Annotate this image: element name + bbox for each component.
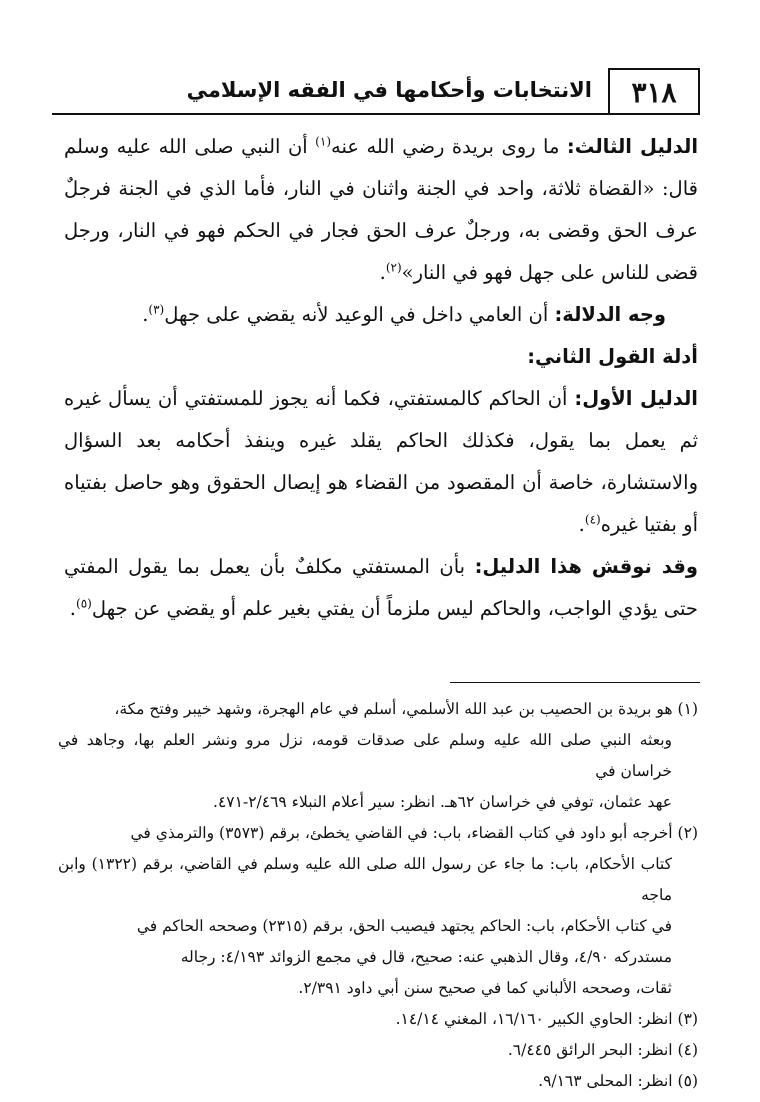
footnote-text: انظر: البحر الرائق ٦/٤٤٥. — [507, 1041, 673, 1059]
footnote-ref: (٣) — [148, 302, 165, 317]
paragraph-heading: وقد نوقش هذا الدليل: — [474, 555, 699, 578]
paragraph-first-evidence — [64, 378, 698, 546]
footnote-ref: (٥) — [76, 596, 92, 611]
footnote-line: كتاب الأحكام، باب: ما جاء عن رسول الله صلى الله عليه وسلم في القاضي، برقم (١٣٢٢) وابن ماجه — [58, 855, 672, 904]
paragraph-text: أن النبي صلى الله عليه وسلم قال: «القضاة ثلاثة، واحد في الجنة واثنان في النار، فأما الذي في الجنة فرجلٌ عرف الحق وقضى به، ورجلٌ عرف الحق فجار في الحكم فهو في النار، ورجل قضى للناس على جهل فهو في النار» — [64, 135, 698, 284]
footnote-ref: (٤) — [584, 512, 601, 527]
paragraph-text: بأن المستفتي مكلفٌ بأن يعمل بما يقول المفتي حتى يؤدي الواجب، والحاكم ليس ملزماً أن يفتي بغير علم أو يقضي عن جهل — [64, 555, 698, 620]
footnote-line — [58, 694, 698, 725]
page-number: ٣١٨ — [608, 68, 700, 114]
footnote-number: (٥) — [677, 1072, 698, 1090]
footnote-number: (٣) — [677, 1010, 698, 1028]
punctuation: . — [578, 513, 585, 536]
paragraph-heading: وجه الدلالة: — [554, 303, 666, 326]
paragraph-discussion — [64, 546, 698, 630]
footnote-ref: (٢) — [385, 260, 402, 275]
footnote-line: في كتاب الأحكام، باب: الحاكم يجتهد فيصيب الحق، برقم (٢٣١٥) وصححه الحاكم في — [136, 917, 672, 935]
footnote-line: مستدركه ٤/٩٠، وقال الذهبي عنه: صحيح، قال في مجمع الزوائد ٤/١٩٣: رجاله — [180, 948, 672, 966]
section-heading-text: أدلة القول الثاني: — [527, 345, 698, 368]
footnote-text: انظر: المحلى ٩/١٦٣. — [538, 1072, 673, 1090]
footnote-ref: (١) — [315, 134, 331, 149]
paragraph-text: ما روى بريدة رضي الله عنه — [331, 135, 567, 158]
running-title: الانتخابات وأحكامها في الفقه الإسلامي — [186, 78, 592, 102]
paragraph-text: أن العامي داخل في الوعيد لأنه يقضي على جهل — [164, 303, 555, 326]
footnote-line — [58, 1066, 698, 1097]
footnote-number: (٢) — [677, 824, 698, 842]
section-heading — [64, 336, 698, 378]
footnote-line — [58, 1035, 698, 1066]
paragraph-heading: الدليل الأول: — [574, 387, 698, 410]
footnote-line: وبعثه النبي صلى الله عليه وسلم على صدقات قومه، نزل مرو ونشر العلم بها، وجاهد في خراسان في — [58, 731, 672, 780]
punctuation: . — [142, 303, 149, 326]
paragraph-third-evidence — [64, 126, 698, 294]
footnote-text: هو بريدة بن الحصيب بن عبد الله الأسلمي، أسلم في عام الهجرة، وشهد خيبر وفتح مكة، — [114, 700, 673, 718]
page-header — [52, 60, 700, 115]
footnote-line: ثقات، وصححه الألباني كما في صحيح سنن أبي داود ٢/٣٩١. — [298, 979, 672, 997]
punctuation: . — [69, 597, 76, 620]
paragraph-evidence-meaning — [64, 294, 698, 336]
paragraph-text: أن الحاكم كالمستفتي، فكما أنه يجوز للمستفتي أن يسأل غيره ثم يعمل بما يقول، فكذلك الحاكم يقلد غيره وينفذ أحكامه بعد السؤال والاستشارة، خاصة أن المقصود من القضاء هو إيصال الحقوق وهو حاصل بفتياه أو بفتيا غيره — [64, 387, 698, 536]
header-rule — [52, 113, 700, 115]
footnote-separator — [450, 682, 700, 683]
main-text — [64, 126, 698, 630]
footnotes — [58, 694, 698, 1097]
footnote-number: (٤) — [677, 1041, 698, 1059]
footnote-line: عهد عثمان، توفي في خراسان ٦٢هـ. انظر: سير أعلام النبلاء ٢/٤٦٩-٤٧١. — [213, 793, 672, 811]
punctuation: . — [379, 261, 386, 284]
footnote-text: انظر: الحاوي الكبير ١٦/١٦٠، المغني ١٤/١٤. — [395, 1010, 673, 1028]
paragraph-heading: الدليل الثالث: — [566, 135, 699, 158]
footnote-number: (١) — [677, 700, 698, 718]
footnote-line — [58, 1004, 698, 1035]
footnote-line — [58, 818, 698, 849]
footnote-text: أخرجه أبو داود في كتاب القضاء، باب: في القاضي يخطئ، برقم (٣٥٧٣) والترمذي في — [130, 824, 673, 842]
